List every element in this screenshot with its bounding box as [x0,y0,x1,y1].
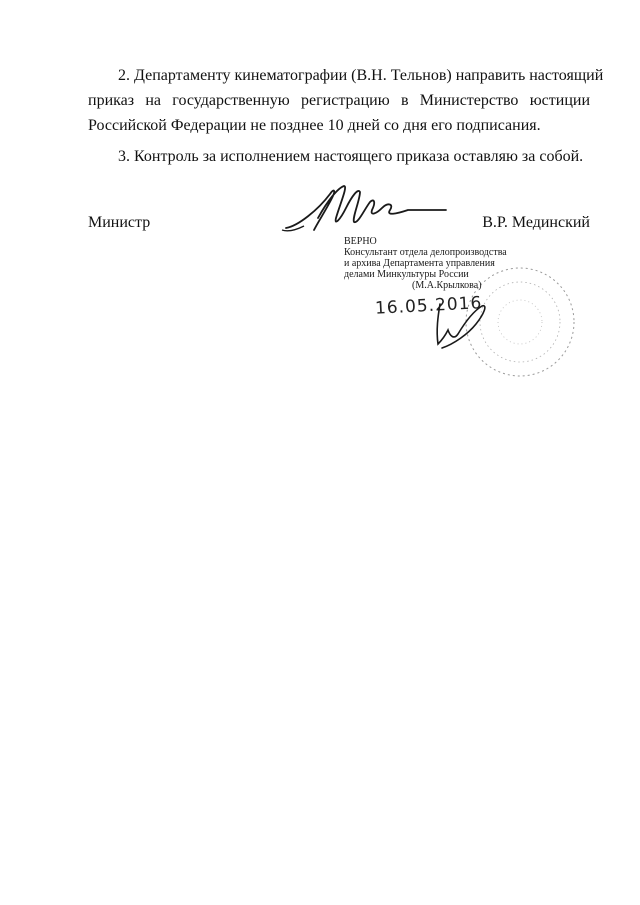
certification-block [344,236,507,291]
certification-line-2: и архива Департамента управления [344,258,495,269]
paragraph-3 [88,144,590,169]
signer-name: В.Р. Мединский [482,214,590,231]
certifier-signature [432,300,502,352]
certification-mark: ВЕРНО [344,236,377,247]
certification-line-1: Консультант отдела делопроизводства [344,247,507,258]
paragraph-2-line-1: 2. Департаменту кинематографии (В.Н. Тельнов) направить настоящий [118,67,604,84]
paragraph-3-line-1: 3. Контроль за исполнением настоящего приказа оставляю за собой. [118,148,584,165]
position-title: Министр [88,214,151,231]
certifier-name: (М.А.Крылкова) [412,280,482,291]
signature-row [88,214,590,240]
paragraph-2 [88,63,604,138]
handwritten-date: 16.05.2016 [374,293,483,319]
certification-line-3: делами Минкультуры России [344,269,469,280]
paragraph-2-line-3: Российской Федерации не позднее 10 дней со дня его подписания. [88,117,541,134]
paragraph-2-line-2: приказ на государственную регистрацию в Министерство юстиции [88,92,590,109]
